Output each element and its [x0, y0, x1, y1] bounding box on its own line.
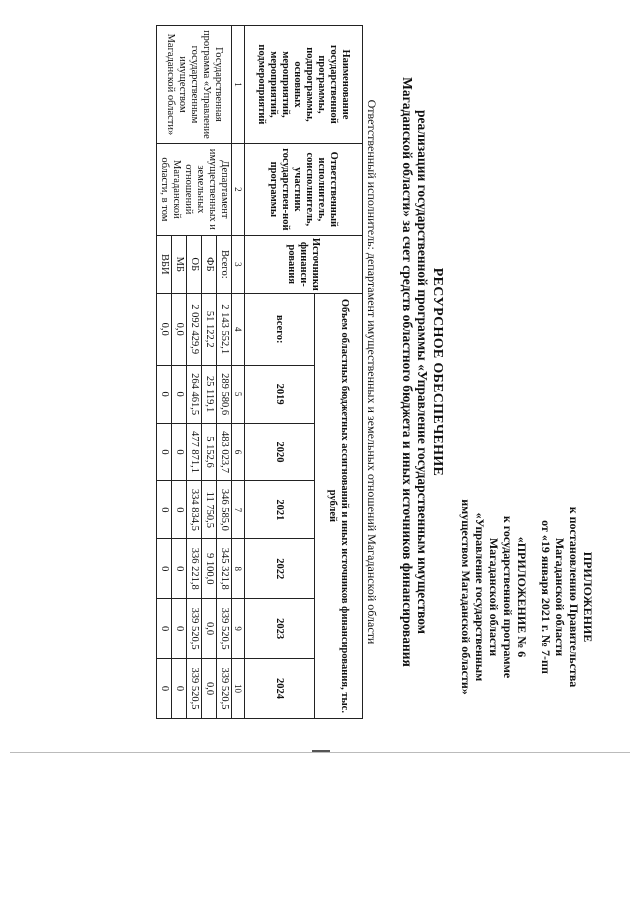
value-cell: 0,0: [202, 599, 217, 659]
value-cell: 345 321,8: [217, 539, 232, 599]
value-cell: 0: [172, 599, 187, 659]
value-cell: 9 100,0: [202, 539, 217, 599]
title-line-3: Магаданской области» за счет средств областного бюджета и иных источников финансирования: [400, 77, 415, 667]
source-cell: МБ: [172, 235, 187, 293]
value-cell: 25 119,1: [202, 365, 217, 423]
year-header-2019: 2019: [245, 365, 315, 423]
year-header-2020: 2020: [245, 423, 315, 481]
value-cell: 483 023,7: [217, 423, 232, 481]
program-name-cell: Государственная программа «Управление государственным имуществом Магаданской области»: [157, 26, 232, 144]
document-title: [400, 22, 445, 722]
value-cell: 2 143 552,1: [217, 293, 232, 365]
header-line-7: Магаданской области: [487, 537, 501, 657]
header-line-5: «ПРИЛОЖЕНИЕ № 6: [515, 536, 529, 658]
page-divider-mark: [312, 750, 330, 752]
year-header-2023: 2023: [245, 599, 315, 659]
title-line-2: реализации государственной программы «Управление государственным имуществом: [415, 110, 430, 634]
col-header-name: Наименование государственной программы, подпрограммы, основных мероприятий, мероприятий, подмероприятий: [245, 26, 363, 144]
header-line-3: Магаданской области: [553, 537, 567, 657]
page-divider: [10, 752, 630, 753]
rotated-document-content: [159, 22, 595, 722]
value-cell: 289 580,6: [217, 365, 232, 423]
value-cell: 2 092 429,9: [187, 293, 202, 365]
value-cell: 0: [157, 423, 172, 481]
executor-cell: Департамент имущественных и земельных отношений Магаданской области, в том: [157, 143, 232, 235]
col-header-source: Источники финанси-рования: [245, 235, 363, 293]
col-number: 10: [232, 659, 245, 719]
value-cell: 339 520,5: [187, 659, 202, 719]
value-cell: 334 834,5: [187, 481, 202, 539]
col-header-funding-group: Объем областных бюджетных ассигнований и иных источников финансирования, тыс. рублей: [315, 293, 363, 718]
value-cell: 0: [172, 539, 187, 599]
column-number-row: [232, 26, 245, 719]
col-header-executor: Ответственный исполнитель, соисполнитель, участник государствен-ной программы: [245, 143, 363, 235]
value-cell: 5 152,6: [202, 423, 217, 481]
value-cell: 51 122,2: [202, 293, 217, 365]
col-number: 6: [232, 423, 245, 481]
value-cell: 336 221,8: [187, 539, 202, 599]
source-cell: ФБ: [202, 235, 217, 293]
value-cell: 0: [172, 423, 187, 481]
table-row: [217, 26, 232, 719]
col-number: 7: [232, 481, 245, 539]
col-number: 9: [232, 599, 245, 659]
value-cell: 0: [157, 365, 172, 423]
year-header-2021: 2021: [245, 481, 315, 539]
resource-table: [156, 25, 363, 719]
source-cell: ВБИ: [157, 235, 172, 293]
value-cell: 339 520,5: [217, 599, 232, 659]
year-header-2022: 2022: [245, 539, 315, 599]
value-cell: 346 585,0: [217, 481, 232, 539]
header-line-4: от «19 января 2021 г. № 7-пп: [539, 520, 553, 674]
value-cell: 0: [172, 481, 187, 539]
header-line-1: ПРИЛОЖЕНИЕ: [581, 551, 595, 643]
value-cell: 0: [157, 481, 172, 539]
value-cell: 477 871,1: [187, 423, 202, 481]
value-cell: 0,0: [202, 659, 217, 719]
title-line-1: РЕСУРСНОЕ ОБЕСПЕЧЕНИЕ: [430, 267, 445, 477]
col-number: 3: [232, 235, 245, 293]
header-line-9: имуществом Магаданской области»: [459, 499, 473, 695]
value-cell: 0,0: [172, 293, 187, 365]
value-cell: 0: [157, 539, 172, 599]
appendix-header: [459, 482, 595, 712]
year-header-2024: 2024: [245, 659, 315, 719]
header-line-2: к постановлению Правительства: [567, 506, 581, 688]
value-cell: 0: [157, 659, 172, 719]
col-number: 8: [232, 539, 245, 599]
col-number: 4: [232, 293, 245, 365]
year-header-total: всего:: [245, 293, 315, 365]
value-cell: 264 461,5: [187, 365, 202, 423]
header-line-8: «Управление государственным: [473, 512, 487, 682]
source-cell: ОБ: [187, 235, 202, 293]
responsible-executor: Ответственный исполнитель: департамент имущественных и земельных отношений Магаданской области: [365, 99, 379, 645]
value-cell: 0,0: [157, 293, 172, 365]
col-number: 2: [232, 143, 245, 235]
value-cell: 11 750,5: [202, 481, 217, 539]
header-line-6: к государственной программе: [501, 515, 515, 679]
value-cell: 339 520,5: [217, 659, 232, 719]
col-number: 5: [232, 365, 245, 423]
value-cell: 0: [172, 365, 187, 423]
value-cell: 339 520,5: [187, 599, 202, 659]
col-number: 1: [232, 26, 245, 144]
value-cell: 0: [157, 599, 172, 659]
source-cell: Всего:: [217, 235, 232, 293]
value-cell: 0: [172, 659, 187, 719]
